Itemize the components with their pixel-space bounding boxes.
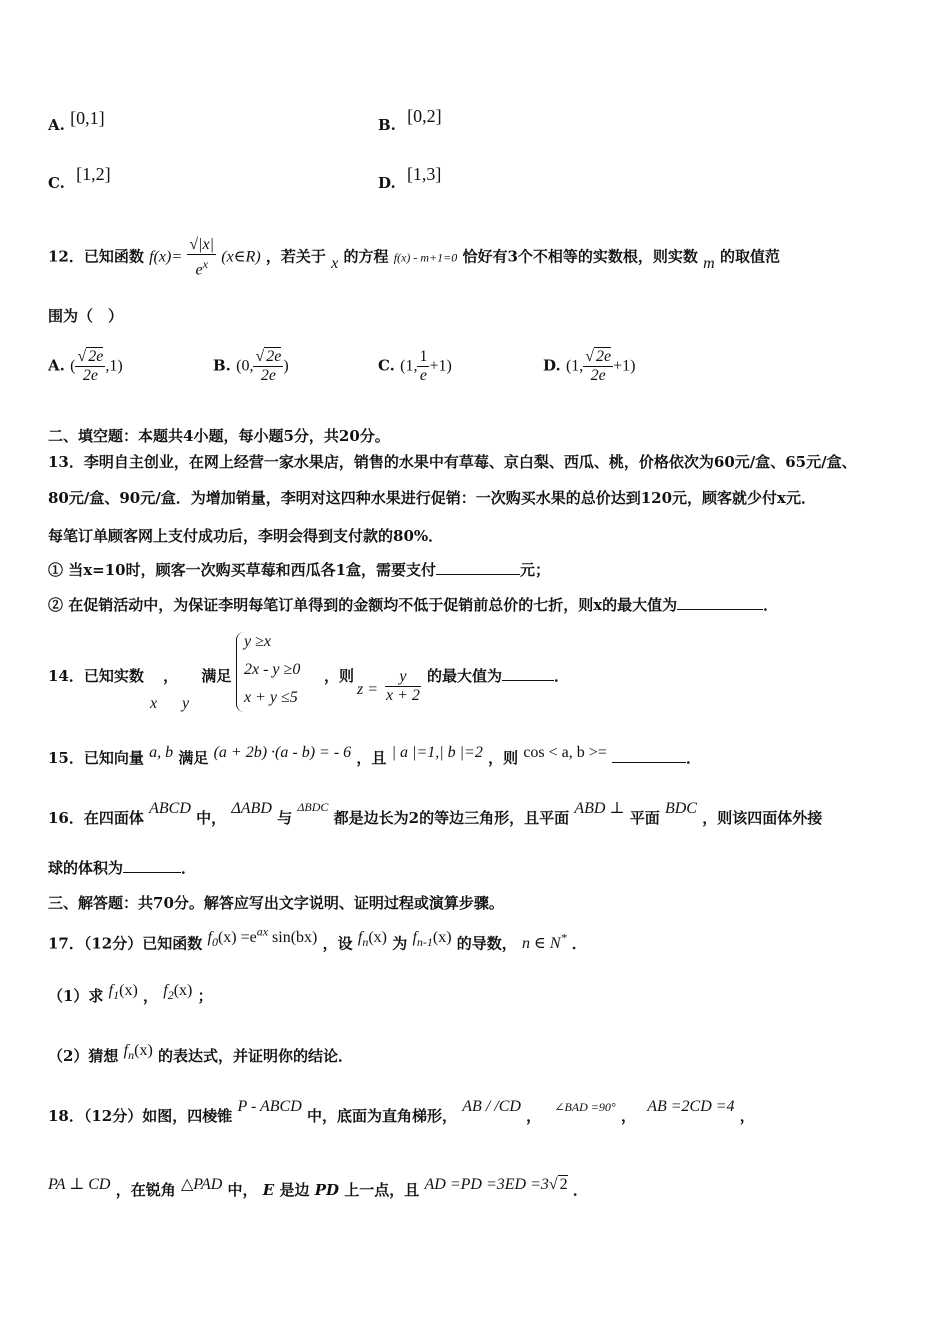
q17-text: 为 [392, 934, 408, 953]
q17-prefix: 17．（12分）已知函数 [48, 934, 203, 953]
func-arg: (x) [173, 982, 193, 999]
q14-text-then: ，则 [324, 667, 355, 685]
q14-comma: ， [163, 667, 179, 685]
option-label: B. [213, 356, 231, 375]
func-f: f [412, 929, 417, 947]
answer-blank[interactable] [612, 748, 686, 763]
answer-blank[interactable] [677, 595, 763, 610]
q17-text: 的导数， [456, 934, 517, 953]
fraction-denominator: x + 2 [386, 687, 420, 704]
q16-text: 都是边长为2的等边三角形，且平面 [333, 809, 570, 827]
q17-part2 [48, 1042, 354, 1071]
q11-option-c [48, 164, 111, 193]
length-equation: AD =PD =3ED =3 [424, 1176, 549, 1193]
func-arg: (x) [134, 1042, 153, 1059]
q13-part2-text: ② 在促销活动中，为保证李明每笔订单得到的金额均不低于促销前总价的七折，则x的最大值为 [48, 596, 678, 614]
constraint-3: x + y ≤5 [244, 689, 298, 706]
option-label: D. [543, 356, 561, 375]
q13-part1-end: 元； [520, 561, 551, 579]
subscript: 2 [167, 988, 174, 1003]
q18-end: ． [572, 1181, 588, 1199]
q14-fraction [384, 668, 422, 705]
q12-fraction [187, 236, 216, 279]
q12-stem [48, 236, 780, 279]
q16-text: 球的体积为 [48, 859, 124, 877]
q14-text: 满足 [201, 667, 232, 685]
q15-text: 满足 [178, 749, 209, 767]
interval-value: [1,3] [406, 164, 442, 184]
q18-prefix: 18．（12分）如图，四棱锥 [48, 1107, 233, 1125]
subscript: 0 [211, 935, 218, 950]
func-arg: (x) [432, 929, 452, 947]
constraint-2: 2x - y ≥0 [244, 661, 301, 678]
interval-value: [0,1] [70, 108, 105, 128]
q15-end: ． [686, 749, 702, 767]
func-f: f [357, 929, 363, 947]
q16-prefix: 16．在四面体 [48, 809, 144, 827]
q17-part2-text: 的表达式，并证明你的结论． [158, 1047, 354, 1065]
q12-text: 恰好有3个不相等的实数根，则实数 [462, 247, 698, 266]
q12-text: 的方程 [343, 247, 389, 266]
q13-line1: 13．李明自主创业，在网上经营一家水果店，销售的水果中有草莓、京白梨、西瓜、桃，价格依次为60元/盒、65元/盒、 [48, 453, 857, 471]
part-label: （2）猜想 [48, 1047, 119, 1065]
section-heading: 三、解答题：共70分。解答应写出文字说明、证明过程或演算步骤。 [48, 894, 504, 912]
answer-blank[interactable] [502, 666, 554, 681]
separator: ， [526, 1107, 542, 1125]
option-label: A. [48, 116, 65, 134]
exponent: x [202, 257, 208, 271]
q14-end: ． [554, 667, 570, 685]
q17-part1 [48, 982, 213, 1011]
q14-stem [48, 666, 231, 686]
pyramid-pabcd: P - ABCD [237, 1098, 302, 1115]
subscript: n-1 [416, 935, 433, 950]
q17-text: ，设 [322, 934, 353, 953]
option-label: A. [48, 356, 65, 375]
q11-option-a [48, 108, 105, 135]
q17-end: ． [571, 934, 587, 953]
subscript: n [362, 935, 369, 950]
triangle-bdc: ΔBDC [297, 800, 329, 814]
q18-stem-line2: PA ⊥ CD ，在锐角 △PAD 中， E 是边 PD 上一点，且 AD =PD =3ED =3√ 2 ． [48, 1176, 588, 1199]
tetrahedron-abcd: ABCD [149, 800, 191, 817]
fraction-numerator: y [385, 668, 420, 687]
vectors-ab: a, b [149, 744, 174, 761]
triangle-abd: ΔABD [231, 800, 272, 817]
q15-prefix: 15．已知向量 [48, 749, 144, 767]
q18-stem [48, 1098, 755, 1127]
q12-option-c: C. (1, $\frac{1}{e}$ +1) [378, 348, 452, 384]
parallel-ab-cd: AB / /CD [462, 1098, 521, 1115]
q17-part1-end: ； [197, 987, 213, 1005]
func-arg: (x) [119, 982, 138, 999]
angle-bad: ∠BAD =90° [554, 1100, 616, 1114]
n-set: n ∈ N [522, 935, 561, 953]
q15-cosine: cos < a, b >= [523, 744, 607, 761]
q15-stem [48, 744, 702, 769]
q12-func: f(x)= [149, 248, 183, 266]
q12-prefix: 12．已知函数 [48, 247, 144, 266]
q12-domain: (x∈R) [221, 248, 261, 266]
q14-prefix: 14．已知实数 [48, 667, 144, 685]
interval-value: [1,2] [76, 164, 111, 184]
q14-z: z = [357, 681, 379, 698]
q13-part2-end: ． [763, 596, 779, 614]
fraction-numerator: √|x| [189, 236, 215, 253]
q12-option-b: B. (0, $\frac{√ 2e}{2e}$ ) [213, 348, 289, 384]
q12-text: ，若关于 [265, 247, 326, 266]
q18-text: 上一点，且 [344, 1181, 420, 1199]
interval-value: [0,2] [407, 106, 442, 126]
q16-text: 平面 [629, 809, 660, 827]
func-f: f [207, 929, 212, 947]
part-label: （1）求 [48, 987, 104, 1005]
q12-text: 的取值范 [719, 247, 780, 266]
option-label: C. [48, 174, 65, 192]
q16-text: 中， [196, 809, 227, 827]
q17-stem [48, 925, 587, 959]
q14-tail [427, 666, 569, 686]
q11-option-d [378, 164, 442, 193]
var-x: x [331, 254, 339, 272]
q15-text: ，且 [356, 749, 387, 767]
q15-modulus: | a |=1,| b |=2 [391, 744, 483, 761]
q15-equation: (a + 2b) ·(a - b) = - 6 [213, 744, 352, 761]
q13-line3: 每笔订单顾客网上支付成功后，李明会得到支付款的80%． [48, 527, 444, 545]
exponent: ax [256, 925, 269, 939]
q16-end: ． [181, 859, 197, 877]
q11-option-b [378, 106, 442, 135]
constraint-1: y ≥x [244, 633, 271, 650]
option-label: C. [378, 356, 395, 375]
q13-part2 [48, 595, 778, 615]
plane-bdc: BDC [664, 800, 697, 817]
q16-stem-line2 [48, 858, 196, 878]
perp-pa-cd: PA ⊥ CD [48, 1176, 111, 1193]
separator: ， [739, 1107, 755, 1125]
plane-abd: ABD ⊥ [574, 800, 625, 817]
edge-pd: PD [314, 1181, 339, 1199]
fraction-denominator: e [195, 261, 203, 279]
q12-option-d: D. (1, $\frac{√ 2e}{2e}$ +1) [543, 348, 636, 384]
radicand: 2 [559, 1176, 568, 1193]
q16-text: ，则该四面体外接 [702, 809, 823, 827]
q15-text: ，则 [488, 749, 519, 767]
point-e: E [262, 1181, 275, 1199]
triangle-pad: △PAD [180, 1176, 223, 1193]
subscript: n [128, 1048, 135, 1063]
q13-line2: 80元/盒、90元/盒．为增加销量，李明对这四种水果进行促销：一次购买水果的总价达到120元，顾客就少付x元． [48, 489, 816, 507]
q12-equation: f(x) - m+1=0 [393, 250, 458, 265]
q14-var-y: y [182, 695, 190, 712]
q12-stem-line2: 围为（ ） [48, 307, 124, 325]
superscript: * [560, 931, 567, 945]
q13-part1-text: ① 当x=10时，顾客一次购买草莓和西瓜各1盒，需要支付 [48, 561, 437, 579]
answer-blank[interactable] [123, 858, 181, 873]
separator: ， [143, 987, 159, 1005]
var-m: m [703, 254, 715, 272]
func-body: (x) =e [217, 929, 257, 947]
q18-text: 中， [227, 1181, 258, 1199]
func-tail: sin(bx) [272, 929, 318, 947]
option-label: D. [378, 174, 396, 192]
section-heading: 二、填空题：本题共4小题，每小题5分，共20分。 [48, 427, 390, 445]
answer-blank[interactable] [436, 560, 520, 575]
separator: ， [620, 1107, 636, 1125]
func-f: f [123, 1042, 129, 1059]
q16-text: 与 [277, 809, 293, 827]
q14-text: 的最大值为 [427, 667, 503, 685]
q18-text: 中，底面为直角梯形， [307, 1107, 458, 1125]
func-f: f [108, 982, 114, 999]
q13-part1 [48, 560, 550, 580]
q14-var-x: x [150, 695, 158, 712]
q18-text: 是边 [279, 1181, 310, 1199]
q18-text: ，在锐角 [115, 1181, 176, 1199]
q12-option-a: A. ( $\frac{√ 2e}{2e}$ ,1) [48, 348, 123, 384]
length-ab: AB =2CD =4 [647, 1098, 735, 1115]
subscript: 1 [113, 988, 120, 1003]
option-label: B. [378, 116, 396, 134]
func-arg: (x) [368, 929, 387, 947]
func-f: f [163, 982, 168, 999]
